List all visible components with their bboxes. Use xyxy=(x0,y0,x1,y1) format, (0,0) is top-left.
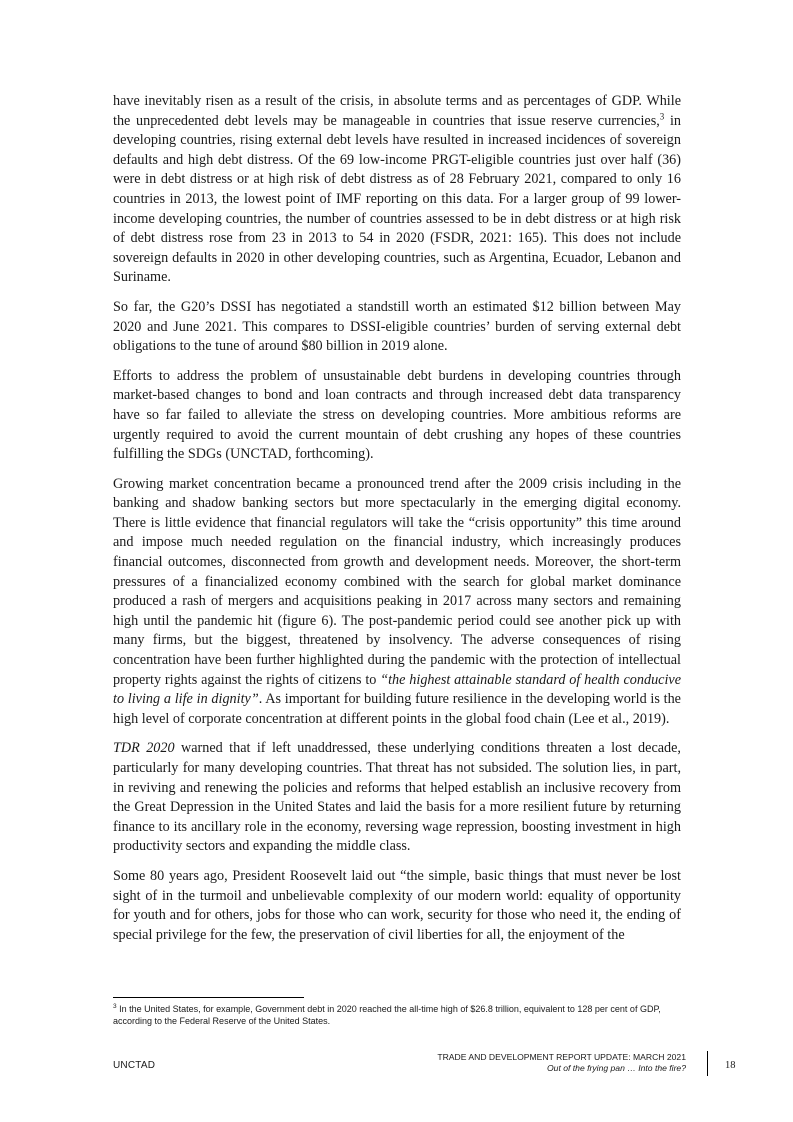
footnote-separator xyxy=(113,997,304,998)
body-text xyxy=(113,92,681,955)
paragraph-text: in developing countries, rising external debt levels have resulted in increased incidences of sovereign defaults and high debt distress. Of the 69 low-income PRGT-eligible countries just over half (36) were in debt distress or at high risk of debt distress as of 28 February 2021, compared to only 16 countries in 2013, the lowest point of IMF reporting on this data. For a larger group of 99 lower-income developing countries, the number of countries assessed to be in debt distress or at high risk of debt distress rose from 23 in 2013 to 54 in 2020 (FSDR, 2021: 165). This does not include sovereign defaults in 2020 in other developing countries, such as Argentina, Ecuador, Lebanon and Suriname. xyxy=(113,112,681,286)
footnote-3 xyxy=(113,1004,683,1027)
paragraph-text: have inevitably risen as a result of the crisis, in absolute terms and as percentages of GDP. While the unprecedented debt levels may be manageable in countries that issue reserve currencies, xyxy=(113,93,681,129)
paragraph-dssi: So far, the G20’s DSSI has negotiated a standstill worth an estimated $12 billion between May 2020 and June 2021. This compares to DSSI-eligible countries’ burden of serving external debt obligations to the tune of around $80 billion in 2019 alone. xyxy=(113,298,681,355)
paragraph-debt-reform: Efforts to address the problem of unsustainable debt burdens in developing countries through market-based changes to bond and loan contracts and through increased debt data transparency have so far failed to alleviate the stress on developing countries. More ambitious reforms are urgently required to avoid the current mountain of debt crushing any hopes of these countries fulfilling the SDGs (UNCTAD, forthcoming). xyxy=(113,367,681,463)
paragraph-roosevelt: Some 80 years ago, President Roosevelt laid out “the simple, basic things that must never be lost sight of in the turmoil and unbelievable complexity of our modern world: equality of opportunity for youth and for others, jobs for those who can work, security for those who need it, the ending of special privilege for the few, the preservation of civil liberties for all, the enjoyment of the xyxy=(113,867,681,943)
paragraph-text: Growing market concentration became a pronounced trend after the 2009 crisis including in the banking and shadow banking sectors but more spectacularly in the emerging digital economy. There is little evidence that financial regulators will take the “crisis opportunity” this time around and impose much needed regulation on the financial industry, which increasingly produces financial outcomes, disconnected from growth and development needs. Moreover, the short-term pressures of a financialized economy combined with the search for global market dominance produced a rash of mergers and acquisitions peaking in 2017 across many sectors and remaining high until the pandemic hit (figure 6). The post-pandemic period could see another pick up with many firms, but the biggest, threatened by insolvency. The adverse consequences of rising concentration have been further highlighted during the pandemic with the protection of intellectual property rights against the rights of citizens to xyxy=(113,475,681,688)
report-title-italic: TDR 2020 xyxy=(113,740,175,757)
paragraph-market-concentration xyxy=(113,475,681,730)
paragraph-text: warned that if left unaddressed, these underlying conditions threaten a lost decade, particularly for many developing countries. That threat has not subsided. The solution lies, in part, in reviving and renewing the policies and reforms that helped establish an inclusive recovery from the Great Depression in the United States and laid the basis for a more resilient future by returning finance to its ancillary role in the economy, reversing wage repression, boosting investment in high productivity sectors and expanding the middle class. xyxy=(113,740,681,855)
footnote-text: In the United States, for example, Government debt in 2020 reached the all-time high of $26.8 trillion, equivalent to 128 per cent of GDP, according to the Federal Reserve of the United States. xyxy=(113,1004,661,1026)
paragraph-tdr-2020 xyxy=(113,739,681,857)
page-number: 18 xyxy=(725,1060,736,1071)
paragraph-text: . As important for building future resilience in the developing world is the high level of corporate concentration at different points in the global food chain (Lee et al., 2019). xyxy=(113,691,681,727)
footer-divider xyxy=(707,1051,708,1076)
footer-organization: UNCTAD xyxy=(113,1060,156,1071)
footer-report-info xyxy=(437,1052,686,1074)
italic-quote: “the highest attainable standard of health conducive to living a life in dignity” xyxy=(113,671,681,708)
footnote-reference-3[interactable]: 3 xyxy=(659,110,665,121)
footer-report-title: TRADE AND DEVELOPMENT REPORT UPDATE: MARCH 2021 xyxy=(437,1052,686,1062)
footnote-marker: 3 xyxy=(113,1003,117,1010)
footer-report-subtitle: Out of the frying pan … Into the fire? xyxy=(546,1063,686,1073)
paragraph-debt-distress xyxy=(113,92,681,288)
